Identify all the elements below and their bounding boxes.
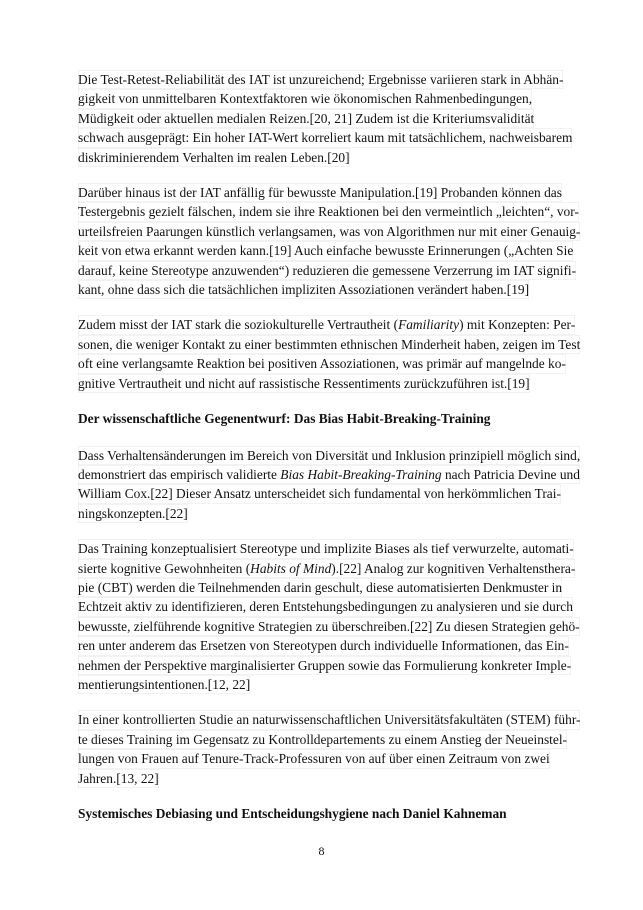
text-run: ).[22] Analog zur kognitiven Verhaltensthera- — [331, 560, 576, 576]
text-run: nach Patricia Devine und — [441, 466, 580, 482]
text-line — [78, 128, 572, 147]
text-run: ) mit Konzepten: Per- — [459, 317, 576, 333]
text-run: In einer kontrollierten Studie an naturwissenschaftlichen Universitätsfakultäten (STEM) führ- — [78, 712, 581, 728]
body-paragraph — [78, 183, 581, 299]
text-run: Darüber hinaus ist der IAT anfällig für bewusste Manipulation.[19] Probanden können das — [78, 185, 562, 201]
text-line — [78, 148, 350, 167]
text-line — [78, 222, 580, 241]
text-line — [78, 354, 566, 373]
text-line — [78, 710, 580, 729]
text-run: William Cox.[22] Dieser Ansatz unterscheidet sich fundamental von herkömmlichen Trai- — [78, 486, 561, 502]
body-paragraph — [78, 539, 580, 694]
text-run: schwach ausgeprägt: Ein hoher IAT-Wert korreliert kaum mit tatsächlichem, nachweisbarem — [78, 130, 573, 146]
text-line — [78, 578, 562, 597]
text-line — [78, 656, 571, 675]
text-run: Jahren.[13, 22] — [78, 770, 159, 786]
italic-term: Familiarity — [398, 317, 460, 333]
text-run: Dass Verhaltensänderungen im Bereich von Diversität und Inklusion prinzipiell möglich sind, — [78, 447, 581, 463]
text-run: Müdigkeit oder aktuellen medialen Reizen.[20, 21] Zudem ist die Kriteriumsvalidität — [78, 110, 535, 126]
text-line — [78, 70, 563, 89]
text-line — [78, 465, 580, 484]
text-line — [78, 617, 580, 636]
text-line — [78, 504, 188, 523]
text-line — [78, 109, 534, 128]
text-line — [78, 597, 573, 616]
text-line — [78, 374, 530, 393]
text-run: urteilsfreien Paarungen künstlich verlangsamen, was von Algorithmen nur mit einer Genauig- — [78, 223, 581, 239]
text-run: Zudem misst der IAT stark die soziokulturelle Vertrautheit ( — [78, 317, 399, 333]
text-line — [78, 539, 574, 558]
text-run: nehmen der Perspektive marginalisierter Gruppen sowie das Formulierung konkreter Imple- — [78, 657, 572, 673]
body-paragraph — [78, 446, 581, 524]
italic-term: Bias Habit-Breaking-Training — [280, 466, 442, 482]
text-run: Das Training konzeptualisiert Stereotype und implizite Biases als tief verwurzelte, automati- — [78, 541, 574, 557]
text-run: Testergebnis gezielt fälschen, indem sie ihre Reaktionen bei den vermeintlich „leichten“, vor- — [78, 204, 579, 220]
text-run: kant, ohne dass sich die tatsächlichen impliziten Assoziationen verändert haben.[19] — [78, 282, 530, 298]
text-line — [78, 335, 580, 354]
text-run: lungen von Frauen auf Tenure-Track-Professuren von auf über einen Zeitraum von zwei — [78, 751, 550, 767]
text-line — [78, 749, 550, 768]
text-line — [78, 202, 579, 221]
text-line — [78, 280, 529, 299]
italic-term: Habits of Mind — [250, 560, 332, 576]
text-line — [78, 241, 573, 260]
text-run: mentierungsintentionen.[12, 22] — [78, 676, 251, 692]
text-line — [78, 315, 575, 334]
text-run: gigkeit von unmittelbaren Kontextfaktoren wie ökonomischen Rahmenbedingungen, — [78, 91, 533, 107]
text-run: te dieses Training im Gegensatz zu Kontrolldepartements zu einem Anstieg der Neueinstel- — [78, 731, 568, 747]
text-run: ningskonzepten.[22] — [78, 505, 188, 521]
section-heading: Der wissenschaftliche Gegenentwurf: Das Bias Habit-Breaking-Training — [78, 411, 491, 427]
text-line — [78, 730, 567, 749]
text-run: Die Test-Retest-Reliabilität des IAT ist unzureichend; Ergebnisse variieren stark in Abhän- — [78, 72, 564, 87]
text-run: diskriminierendem Verhalten im realen Leben.[20] — [78, 149, 350, 165]
text-line — [78, 261, 576, 280]
body-paragraph — [78, 70, 573, 167]
page-number: 8 — [318, 844, 325, 858]
body-paragraph — [78, 315, 581, 393]
text-run: darauf, keine Stereotype anzuwenden“) reduzieren die gemessene Verzerrung im IAT signifi- — [78, 262, 577, 278]
text-run: gnitive Vertrautheit und nicht auf rassistische Ressentiments zurückzuführen ist.[19] — [78, 375, 530, 391]
text-run: keit von etwa erkannt werden kann.[19] Auch einfache bewusste Erinnerungen („Achten Sie — [78, 243, 574, 259]
text-line — [78, 183, 562, 202]
text-run: sonen, die weniger Kontakt zu einer bestimmten ethnischen Minderheit haben, zeigen im Test — [78, 336, 581, 352]
body-paragraph — [78, 710, 581, 788]
text-line — [78, 484, 561, 503]
text-line — [78, 89, 532, 108]
page-content — [78, 70, 581, 823]
text-run: pie (CBT) werden die Teilnehmenden darin geschult, diese automatisierten Denkmuster in — [78, 579, 563, 595]
text-run: demonstriert das empirisch validierte — [78, 466, 281, 482]
text-line — [78, 675, 250, 694]
text-run: sierte kognitive Gewohnheiten ( — [78, 560, 251, 576]
text-run: oft eine verlangsamte Reaktion bei positiven Assoziationen, was primär auf mangelnde ko- — [78, 356, 566, 372]
text-run: ren unter anderem das Ersetzen von Stereotypen durch individuelle Informationen, das Ein- — [78, 638, 569, 654]
text-line — [78, 636, 569, 655]
section-heading: Systemisches Debiasing und Entscheidungshygiene nach Daniel Kahneman — [78, 806, 507, 821]
text-line — [78, 559, 575, 578]
text-run: bewusste, zielführende kognitive Strategien zu überschreiben.[22] Zu diesen Strategien gehö- — [78, 618, 580, 634]
text-line — [78, 446, 580, 465]
text-run: Echtzeit aktiv zu identifizieren, deren Entstehungsbedingungen zu analysieren und sie durch — [78, 599, 573, 615]
text-line — [78, 769, 159, 788]
